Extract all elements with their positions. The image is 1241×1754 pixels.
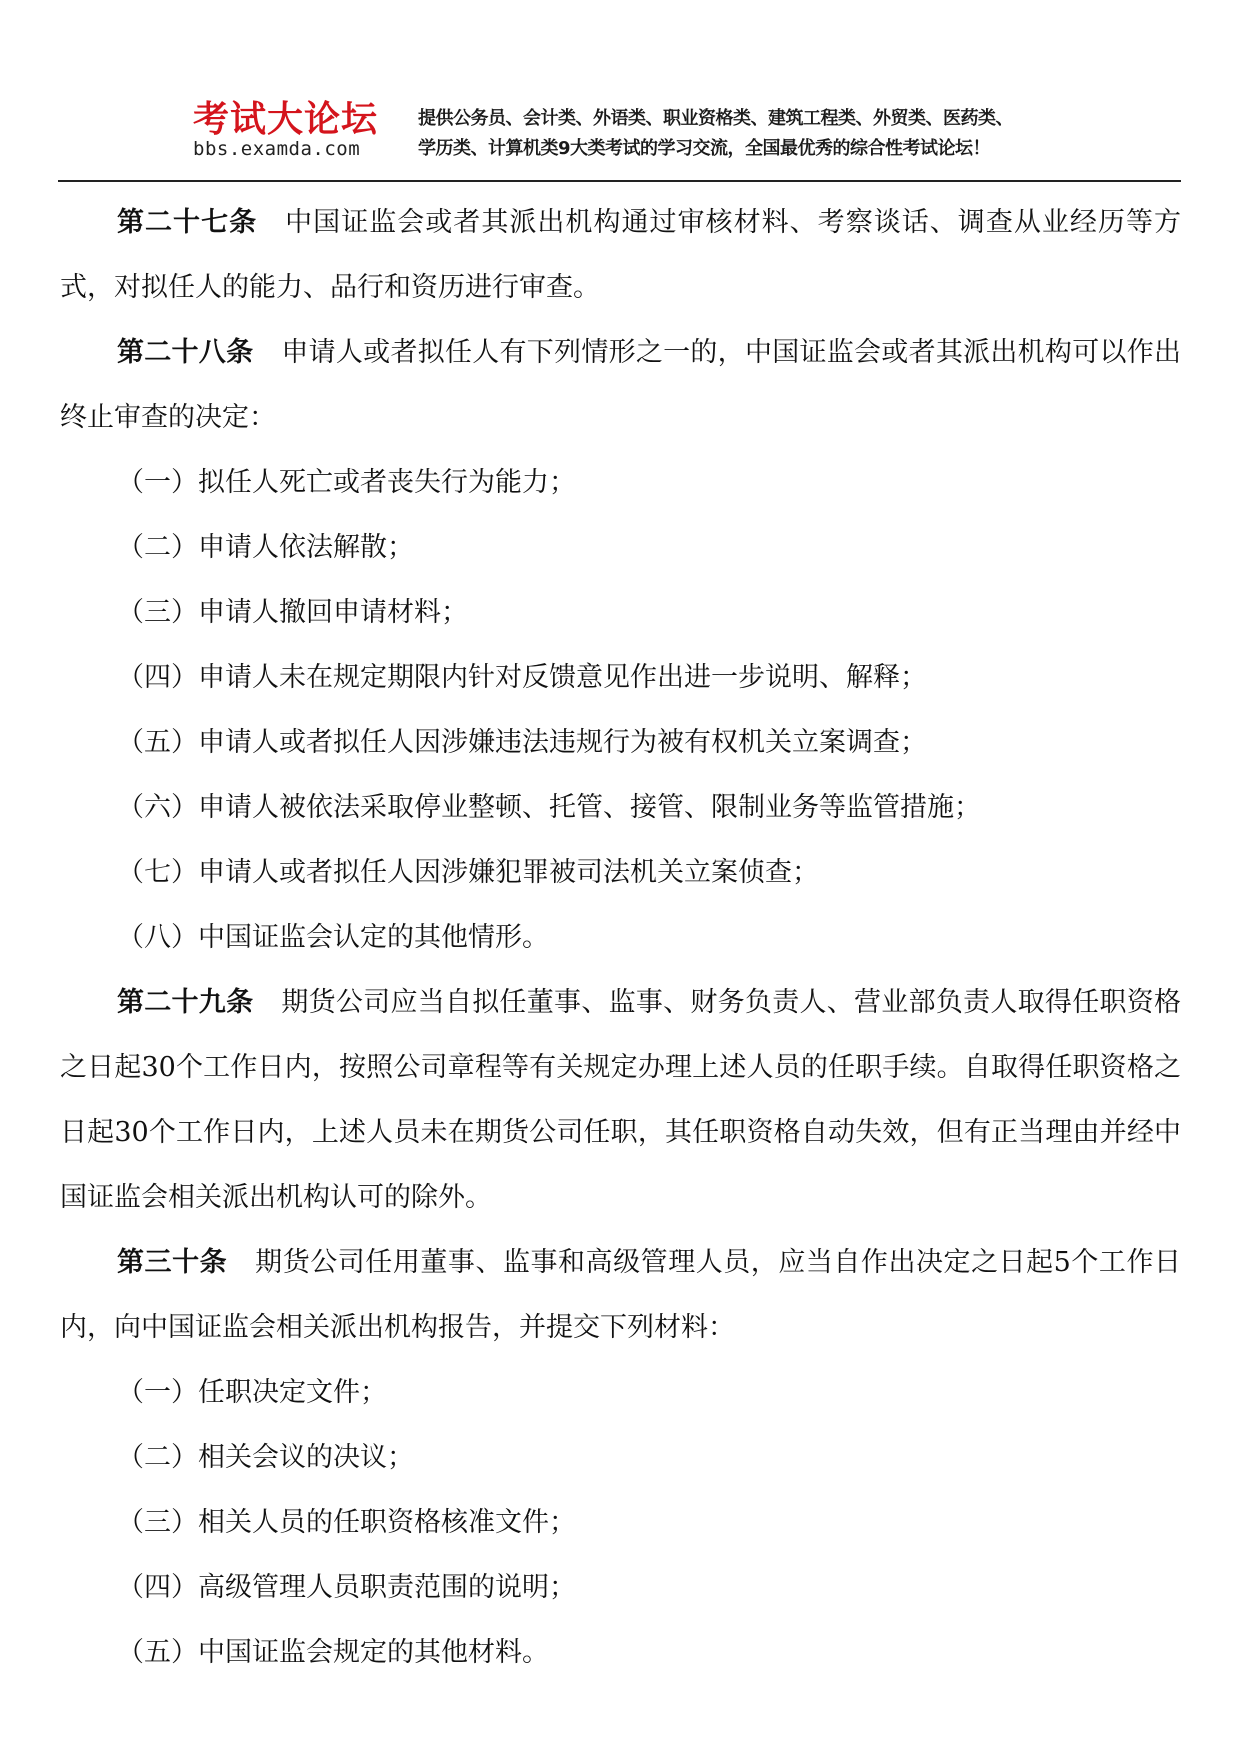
list-item: （六）申请人被依法采取停业整顿、托管、接管、限制业务等监管措施；	[117, 792, 981, 823]
header-divider	[58, 180, 1181, 182]
list-item: （四）申请人未在规定期限内针对反馈意见作出进一步说明、解释；	[117, 662, 927, 693]
tagline-line-2: 学历类、计算机类9大类考试的学习交流，全国最优秀的综合性考试论坛！	[418, 138, 991, 159]
article-title: 第二十七条	[117, 207, 258, 238]
list-item: （八）中国证监会认定的其他情形。	[117, 922, 549, 953]
list-item: （五）中国证监会规定的其他材料。	[117, 1637, 549, 1668]
page-header	[0, 0, 1241, 180]
article-29	[60, 970, 1181, 1230]
list-item: （四）高级管理人员职责范围的说明；	[117, 1572, 576, 1603]
document-body	[60, 190, 1181, 1685]
article-30	[60, 1230, 1181, 1360]
logo-url: bbs.examda.com	[193, 138, 361, 160]
article-text: 申请人或者拟任人有下列情形之一的，中国证监会或者其派出机构可以作出终止审查的决定：	[60, 337, 1182, 433]
list-item: （二）相关会议的决议；	[117, 1442, 414, 1473]
tagline-line-1: 提供公务员、会计类、外语类、职业资格类、建筑工程类、外贸类、医药类、	[418, 108, 1013, 129]
list-item: （五）申请人或者拟任人因涉嫌违法违规行为被有权机关立案调查；	[117, 727, 927, 758]
logo-title: 考试大论坛	[193, 99, 379, 140]
list-item: （三）申请人撤回申请材料；	[117, 597, 468, 628]
article-text: 期货公司任用董事、监事和高级管理人员，应当自作出决定之日起5个工作日内，向中国证监会相关派出机构报告，并提交下列材料：	[60, 1247, 1182, 1343]
list-item: （一）任职决定文件；	[117, 1377, 387, 1408]
article-27	[60, 190, 1181, 320]
examda-logo[interactable]	[193, 100, 403, 162]
header-tagline	[418, 104, 1078, 164]
list-item: （二）申请人依法解散；	[117, 532, 414, 563]
article-title: 第三十条	[117, 1247, 228, 1278]
article-title: 第二十九条	[117, 987, 254, 1018]
list-item: （一）拟任人死亡或者丧失行为能力；	[117, 467, 576, 498]
list-item: （七）申请人或者拟任人因涉嫌犯罪被司法机关立案侦查；	[117, 857, 819, 888]
article-text: 中国证监会或者其派出机构通过审核材料、考察谈话、调查从业经历等方式，对拟任人的能力、品行和资历进行审查。	[60, 207, 1182, 303]
list-item: （三）相关人员的任职资格核准文件；	[117, 1507, 576, 1538]
article-title: 第二十八条	[117, 337, 254, 368]
article-text: 期货公司应当自拟任董事、监事、财务负责人、营业部负责人取得任职资格之日起30个工作日内，按照公司章程等有关规定办理上述人员的任职手续。自取得任职资格之日起30个工作日内，上述人员未在期货公司任职，其任职资格自动失效，但有正当理由并经中国证监会相关派出机构认可的除外。	[60, 987, 1182, 1213]
article-28	[60, 320, 1181, 450]
